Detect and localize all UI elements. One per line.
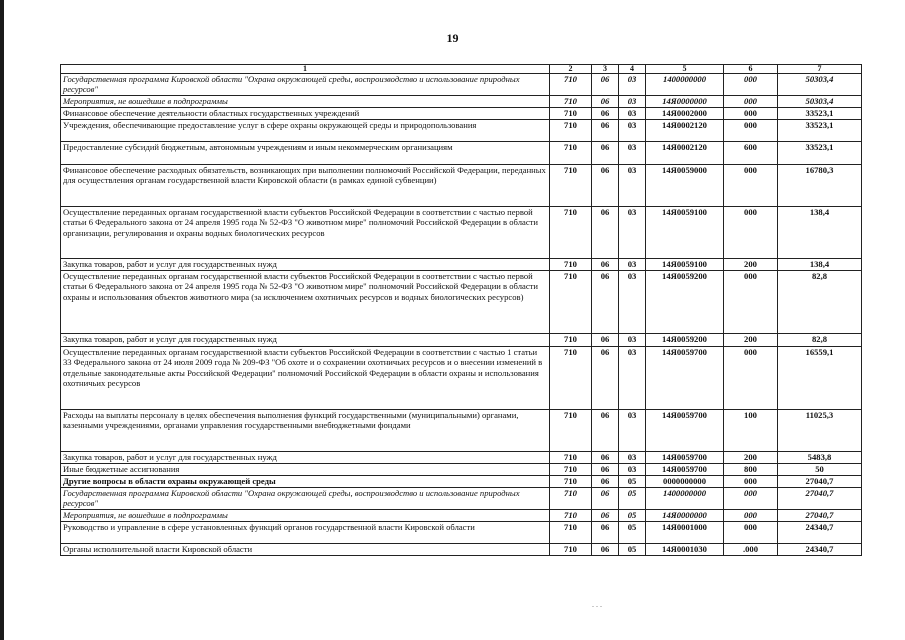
column-numbers-row [61,65,862,74]
code-grbs: 710 [550,510,592,522]
table-row [61,452,862,464]
subsection-code: 03 [619,334,646,347]
target-article-code: 14Я0059700 [646,347,724,410]
amount: 50303,4 [778,74,862,96]
section-code: 06 [592,142,619,165]
code-grbs: 710 [550,522,592,544]
amount: 33523,1 [778,142,862,165]
subsection-code: 03 [619,120,646,142]
target-article-code: 14Я0059200 [646,334,724,347]
code-grbs: 710 [550,96,592,108]
row-name: Закупка товаров, работ и услуг для государственных нужд [61,452,550,464]
expense-type-code: 200 [724,452,778,464]
budget-table-body [61,65,862,556]
amount: 24340,7 [778,544,862,556]
table-row [61,96,862,108]
expense-type-code: 600 [724,142,778,165]
subsection-code: 03 [619,142,646,165]
code-grbs: 710 [550,207,592,259]
row-name: Осуществление переданных органам государственной власти субъектов Российской Федерации в соответствии с частью первой статьи 6 Федерального закона от 24 апреля 1995 года № 52-ФЗ "О животном мире" полномочий Российской Федерации в области охраны и использования объектов животного мира (за исключением охотничьих ресурсов и водных биологических ресурсов) [61,271,550,334]
target-article-code: 14Я0059100 [646,207,724,259]
code-grbs: 710 [550,488,592,510]
target-article-code: 14Я0002120 [646,142,724,165]
target-article-code: 14Я0000000 [646,510,724,522]
section-code: 06 [592,544,619,556]
column-number: 5 [646,65,724,74]
expense-type-code: 200 [724,334,778,347]
row-name: Осуществление переданных органам государственной власти субъектов Российской Федерации в соответствии с частью первой статьи 6 Федерального закона от 24 апреля 1995 года № 52-ФЗ "О животном мире" полномочий Российской Федерации в области организации, регулирования и охраны водных биологических ресурсов [61,207,550,259]
subsection-code: 05 [619,488,646,510]
target-article-code: 14Я0059100 [646,259,724,271]
table-row [61,544,862,556]
expense-type-code: 000 [724,74,778,96]
target-article-code: 1400000000 [646,488,724,510]
amount: 24340,7 [778,522,862,544]
section-code: 06 [592,96,619,108]
code-grbs: 710 [550,108,592,120]
budget-table [60,64,862,556]
column-number: 6 [724,65,778,74]
subsection-code: 03 [619,271,646,334]
column-number: 1 [61,65,550,74]
amount: 27040,7 [778,510,862,522]
column-number: 3 [592,65,619,74]
section-code: 06 [592,74,619,96]
amount: 138,4 [778,207,862,259]
expense-type-code: 200 [724,259,778,271]
subsection-code: 03 [619,452,646,464]
expense-type-code: 000 [724,271,778,334]
page-number: 19 [446,31,459,45]
row-name: Мероприятия, не вошедшие в подпрограммы [61,510,550,522]
subsection-code: 03 [619,347,646,410]
row-name: Осуществление переданных органам государственной власти субъектов Российской Федерации в соответствии с частью 1 статьи 33 Федерального закона от 24 июля 2009 года № 209-ФЗ "Об охоте и о сохранении охотничьих ресурсов и о внесении изменений в отдельные законодательные акты Российской Федерации" полномочий Российской Федерации в области охраны и использования охотничьих ресурсов [61,347,550,410]
table-row [61,207,862,259]
table-row [61,488,862,510]
column-number: 4 [619,65,646,74]
code-grbs: 710 [550,74,592,96]
row-name: Закупка товаров, работ и услуг для государственных нужд [61,334,550,347]
code-grbs: 710 [550,271,592,334]
expense-type-code: .000 [724,544,778,556]
code-grbs: 710 [550,259,592,271]
amount: 50 [778,464,862,476]
amount: 82,8 [778,334,862,347]
subsection-code: 05 [619,544,646,556]
expense-type-code: 000 [724,108,778,120]
subsection-code: 03 [619,410,646,452]
row-name: Расходы на выплаты персоналу в целях обеспечения выполнения функций государственными (муниципальными) органами, казенными учреждениями, органами управления государственными внебюджетными фондами [61,410,550,452]
expense-type-code: 000 [724,207,778,259]
row-name: Другие вопросы в области охраны окружающей среды [61,476,550,488]
amount: 138,4 [778,259,862,271]
table-row [61,271,862,334]
target-article-code: 14Я0000000 [646,96,724,108]
table-row [61,259,862,271]
amount: 27040,7 [778,476,862,488]
section-code: 06 [592,120,619,142]
section-code: 06 [592,488,619,510]
row-name: Предоставление субсидий бюджетным, автономным учреждениям и иным некоммерческим организациям [61,142,550,165]
row-name: Иные бюджетные ассигнования [61,464,550,476]
amount: 16780,3 [778,165,862,207]
expense-type-code: 000 [724,476,778,488]
scan-artifact: . . . [592,600,602,609]
table-row [61,142,862,165]
section-code: 06 [592,334,619,347]
row-name: Государственная программа Кировской области "Охрана окружающей среды, воспроизводство и использование природных ресурсов" [61,488,550,510]
expense-type-code: 000 [724,488,778,510]
column-number: 7 [778,65,862,74]
section-code: 06 [592,347,619,410]
scan-margin-shadow [0,0,4,640]
row-name: Финансовое обеспечение расходных обязательств, возникающих при выполнении полномочий Российской Федерации, переданных для осуществления органам государственной власти Кировской области (в рамках единой субвенции) [61,165,550,207]
table-row [61,165,862,207]
subsection-code: 05 [619,476,646,488]
row-name: Учреждения, обеспечивающие предоставление услуг в сфере охраны окружающей среды и природопользования [61,120,550,142]
table-row [61,347,862,410]
amount: 50303,4 [778,96,862,108]
target-article-code: 14Я0001000 [646,522,724,544]
table-row [61,410,862,452]
code-grbs: 710 [550,165,592,207]
target-article-code: 1400000000 [646,74,724,96]
section-code: 06 [592,165,619,207]
target-article-code: 14Я0001030 [646,544,724,556]
table-row [61,510,862,522]
section-code: 06 [592,410,619,452]
section-code: 06 [592,522,619,544]
subsection-code: 03 [619,165,646,207]
row-name: Руководство и управление в сфере установленных функций органов государственной власти Кировской области [61,522,550,544]
amount: 16559,1 [778,347,862,410]
section-code: 06 [592,476,619,488]
expense-type-code: 000 [724,165,778,207]
section-code: 06 [592,510,619,522]
code-grbs: 710 [550,544,592,556]
target-article-code: 14Я0059700 [646,410,724,452]
section-code: 06 [592,108,619,120]
target-article-code: 14Я0059000 [646,165,724,207]
table-row [61,334,862,347]
code-grbs: 710 [550,452,592,464]
code-grbs: 710 [550,347,592,410]
amount: 5483,8 [778,452,862,464]
expense-type-code: 000 [724,510,778,522]
subsection-code: 03 [619,108,646,120]
table-row [61,464,862,476]
target-article-code: 14Я0002000 [646,108,724,120]
row-name: Органы исполнительной власти Кировской области [61,544,550,556]
amount: 33523,1 [778,108,862,120]
amount: 33523,1 [778,120,862,142]
target-article-code: 14Я0059700 [646,452,724,464]
subsection-code: 03 [619,207,646,259]
expense-type-code: 000 [724,522,778,544]
section-code: 06 [592,207,619,259]
row-name: Мероприятия, не вошедшие в подпрограммы [61,96,550,108]
table-row [61,108,862,120]
section-code: 06 [592,259,619,271]
row-name: Финансовое обеспечение деятельности областных государственных учреждений [61,108,550,120]
expense-type-code: 800 [724,464,778,476]
code-grbs: 710 [550,334,592,347]
expense-type-code: 000 [724,347,778,410]
code-grbs: 710 [550,476,592,488]
expense-type-code: 100 [724,410,778,452]
amount: 11025,3 [778,410,862,452]
code-grbs: 710 [550,120,592,142]
subsection-code: 03 [619,464,646,476]
amount: 27040,7 [778,488,862,510]
expense-type-code: 000 [724,120,778,142]
subsection-code: 03 [619,259,646,271]
row-name: Государственная программа Кировской области "Охрана окружающей среды, воспроизводство и использование природных ресурсов" [61,74,550,96]
table-row [61,476,862,488]
section-code: 06 [592,271,619,334]
row-name: Закупка товаров, работ и услуг для государственных нужд [61,259,550,271]
target-article-code: 0000000000 [646,476,724,488]
code-grbs: 710 [550,410,592,452]
target-article-code: 14Я0059700 [646,464,724,476]
subsection-code: 05 [619,510,646,522]
subsection-code: 03 [619,74,646,96]
section-code: 06 [592,464,619,476]
target-article-code: 14Я0059200 [646,271,724,334]
target-article-code: 14Я0002120 [646,120,724,142]
table-row [61,120,862,142]
subsection-code: 05 [619,522,646,544]
table-row [61,74,862,96]
subsection-code: 03 [619,96,646,108]
column-number: 2 [550,65,592,74]
table-row [61,522,862,544]
section-code: 06 [592,452,619,464]
code-grbs: 710 [550,142,592,165]
expense-type-code: 000 [724,96,778,108]
code-grbs: 710 [550,464,592,476]
amount: 82,8 [778,271,862,334]
